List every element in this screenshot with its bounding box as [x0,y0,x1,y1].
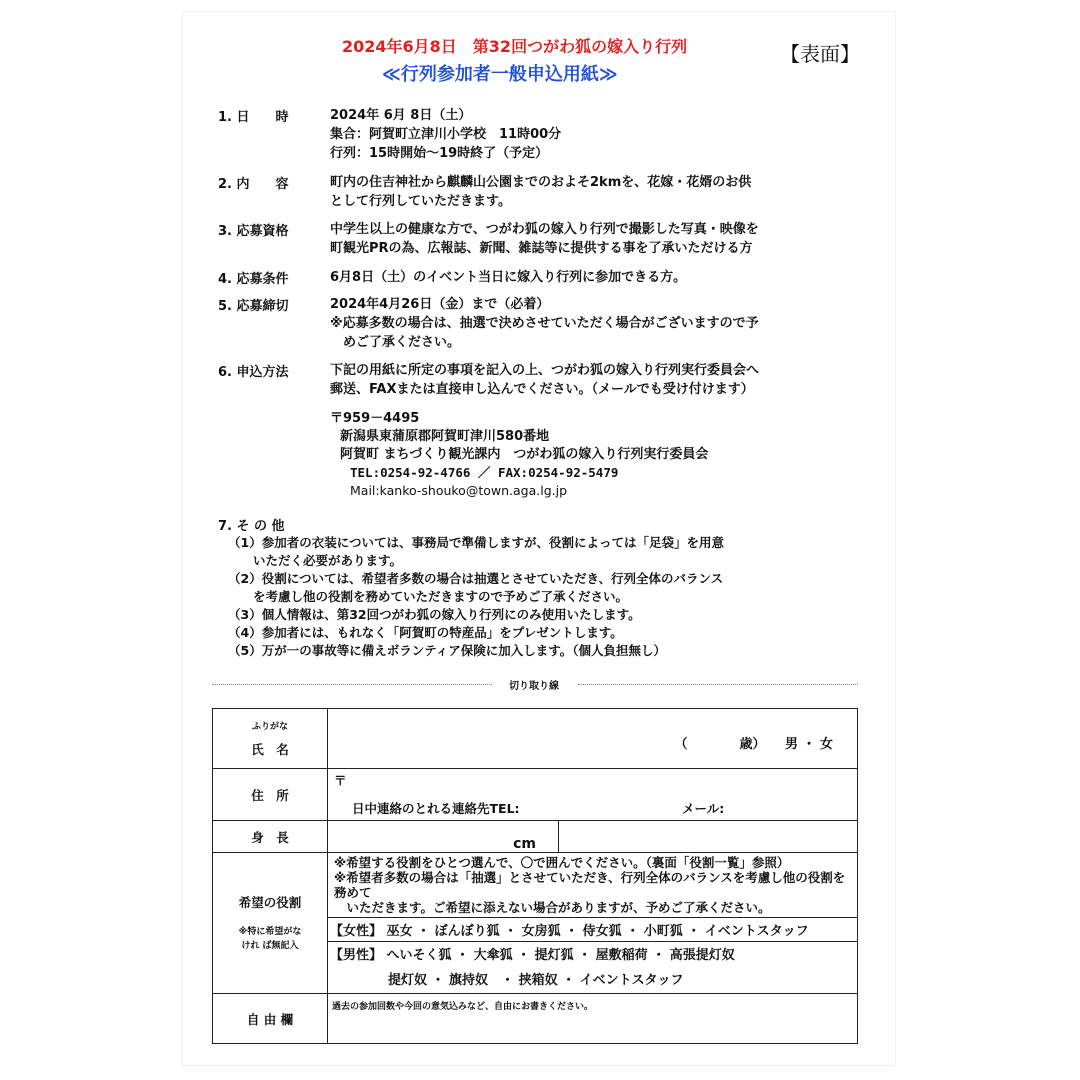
body-line: 郵送、FAXまたは直接申し込んでください。（メールでも受け付けます） [330,382,754,397]
document-subtitle: ≪行列参加者一般申込用紙≫ [382,64,618,85]
section-body-date [330,106,561,163]
note-line: （3）個人情報は、第32回つがわ狐の嫁入り行列にのみ使用いたします。 [228,607,641,622]
role-instruction-line: ※希望者多数の場合は「抽選」とさせていただき、行列全体のバランスを考慮し他の役割を務めて [334,870,846,900]
section-label-eligibility: 3. 応募資格 [218,224,289,239]
body-line: 2024年4月26日（金）まで（必着） [330,297,550,312]
section-label-date: 1. 日 時 [218,110,289,125]
height-field[interactable] [328,821,559,853]
height-blank [559,821,858,853]
name-field[interactable] [328,709,858,769]
note-line: いただく必要があります。 [228,553,403,568]
email-address[interactable]: Mail:kanko-shouko@town.aga.lg.jp [350,483,568,498]
cut-line-right [578,684,858,685]
form-row-address [213,769,858,821]
section-body-content [330,173,751,211]
body-line: 2024年 6月 8日（土） [330,108,472,123]
document-title: 2024年6月8日 第32回つがわ狐の嫁入り行列 [342,37,688,56]
body-line: 町観光PRの為、広報誌、新聞、雑誌等に提供する事を了承いただける方 [330,241,753,256]
note-line: （2）役割については、希望者多数の場合は抽選とさせていただき、行列全体のバランス [228,571,724,586]
section-label-deadline: 5. 応募締切 [218,299,289,314]
free-note: 過去の参加回数や今回の意気込みなど、自由にお書きください。 [332,1002,594,1012]
role-instruction-line: ※希望する役割をひとつ選んで、〇で囲んでください。（裏面「役割一覧」参照） [334,855,790,870]
body-line: として行列していただきます。 [330,194,511,209]
form-row-role-instructions [213,853,858,918]
section-body-eligibility [330,220,759,258]
note-line: （5）万が一の事故等に備えボランティア保険に加入します。（個人負担無し） [228,643,666,658]
male-role-line: 提灯奴 ・ 旗持奴 ・ 挟箱奴 ・ イベントスタッフ [388,972,684,988]
organizer-line: 阿賀町 まちづくり観光課内 つがわ狐の嫁入り行列実行委員会 [340,447,709,462]
tel-field[interactable]: 日中連絡のとれる連絡先TEL: [352,801,520,816]
male-role-options[interactable] [328,942,858,994]
furigana-label: ふりがな [251,722,288,732]
male-role-line: 【男性】 へいそく狐 ・ 大傘狐 ・ 提灯狐 ・ 屋敷稲荷 ・ 高張提灯奴 [330,947,735,963]
role-note: ※特に希望がなけれ ば無記入 [238,927,302,951]
body-line: 下記の用紙に所定の事項を記入の上、つがわ狐の嫁入り行列実行委員会へ [330,363,760,378]
form-row-name [213,709,858,769]
role-instructions [328,853,858,918]
name-label-cell [213,709,328,769]
female-role-options[interactable]: 【女性】 巫女 ・ ぼんぼり狐 ・ 女房狐 ・ 侍女狐 ・ 小町狐 ・ イベントスタッフ [328,918,858,942]
section-body-conditions [330,268,686,287]
postal-mark: 〒 [334,773,347,788]
body-line: めご了承ください。 [330,335,461,350]
section-label-conditions: 4. 応募条件 [218,272,289,287]
address-line: 新潟県東蒲原郡阿賀町津川580番地 [340,429,550,444]
note-line: を考慮し他の役割を務めていただきますので予めご了承ください。 [228,589,629,604]
side-label: 【表面】 [780,42,860,66]
section-body-method [330,361,759,399]
tel-fax: TEL:0254-92-4766 ／ FAX:0254-92-5479 [350,465,619,480]
form-row-height [213,821,858,853]
body-line: 中学生以上の健康な方で、つがわ狐の嫁入り行列で撮影した写真・映像を [330,222,759,237]
body-line: ※応募多数の場合は、抽選で決めさせていただく場合がございますので予 [330,316,759,331]
free-field[interactable] [328,994,858,1044]
free-label: 自 由 欄 [213,994,328,1044]
section-label-content: 2. 内 容 [218,177,289,192]
role-label: 希望の役割 [238,895,302,910]
body-line: 集合：阿賀町立津川小学校 11時00分 [330,127,562,142]
address-label: 住 所 [213,769,328,821]
cm-unit: cm [513,836,536,852]
cut-line-left [212,684,492,685]
body-line: 行列：15時開始～19時終了（予定） [330,146,549,161]
other-notes [228,534,724,660]
application-form [212,708,858,1044]
section-body-deadline [330,295,759,352]
section-label-method: 6. 申込方法 [218,365,289,380]
postal-code: 〒959－4495 [330,411,420,426]
mail-field[interactable]: メール: [682,801,725,816]
body-line: 町内の住吉神社から麒麟山公園までのおよそ2kmを、花嫁・花婿のお供 [330,175,752,190]
age-gender-field[interactable]: （ 歳） 男 ・ 女 [674,737,833,752]
section-label-other: 7. そ の 他 [218,519,285,534]
note-line: （1）参加者の衣装については、事務局で準備しますが、役割によっては「足袋」を用意 [228,535,724,550]
role-instruction-line: いただきます。ご希望に添えない場合がありますが、予めご了承ください。 [334,900,771,915]
cut-line-label: 切り取り線 [509,681,559,692]
role-label-cell [213,853,328,994]
address-block [330,410,708,500]
address-field[interactable] [328,769,858,821]
name-label: 氏 名 [251,742,289,757]
height-label: 身 長 [213,821,328,853]
body-line: 6月8日（土）のイベント当日に嫁入り行列に参加できる方。 [330,270,687,285]
note-line: （4）参加者には、もれなく「阿賀町の特産品」をプレゼントします。 [228,625,623,640]
form-row-free [213,994,858,1044]
